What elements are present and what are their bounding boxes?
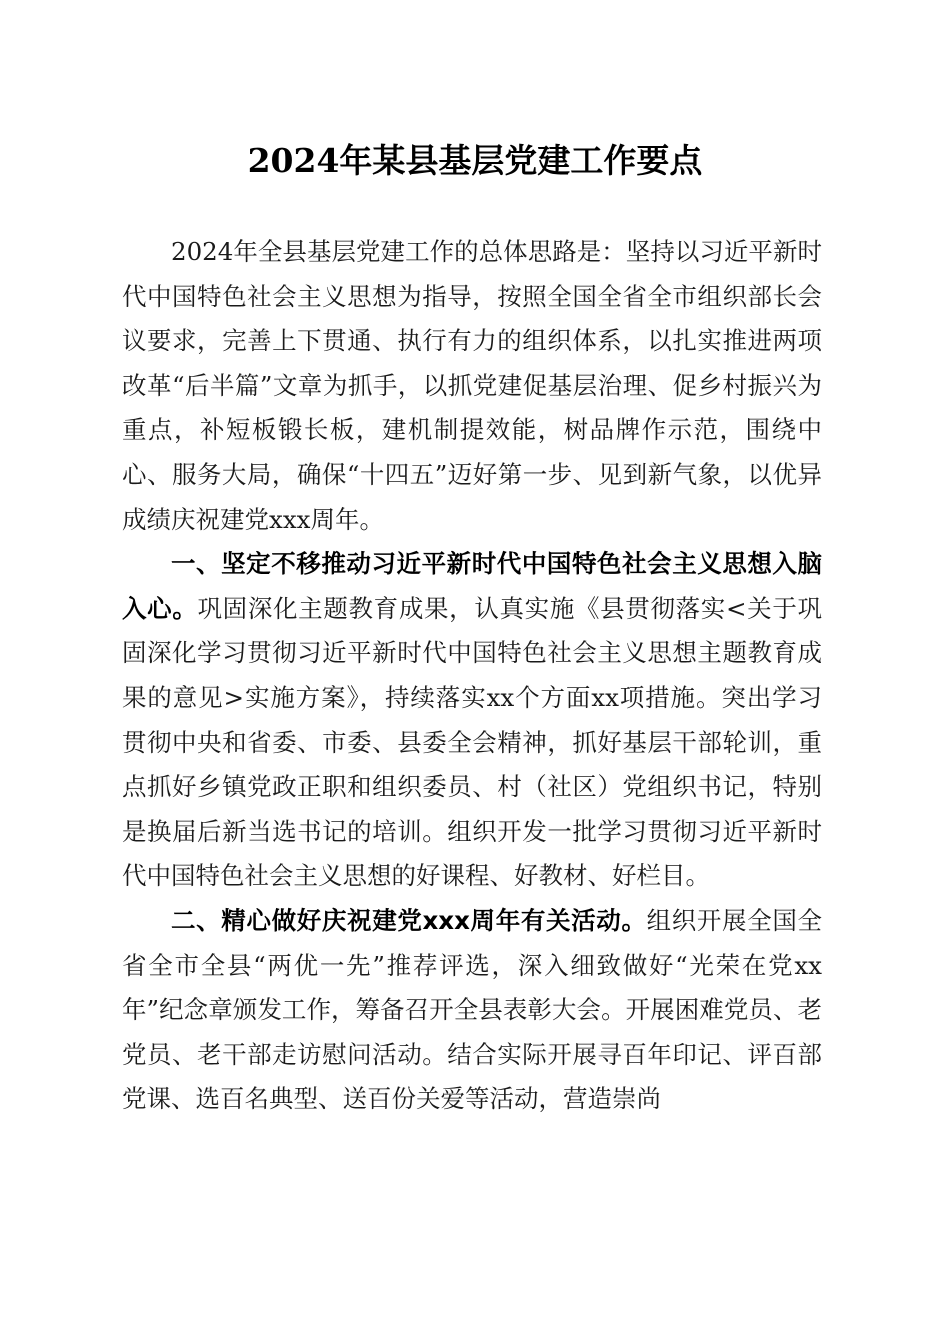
section-text-1: 巩固深化主题教育成果，认真实施《县贯彻落实<关于巩固深化学习贯彻习近平新时代中国特色社会主义思想主题教育成果的意见>实施方案》，持续落实xx个方面xx项措施。突出学习贯彻中央和省委、市委、县委全会精神，抓好基层干部轮训，重点抓好乡镇党政正职和组织委员、村（社区）党组织书记，特别是换届后新当选书记的培训。组织开发一批学习贯彻习近平新时代中国特色社会主义思想的好课程、好教材、好栏目。 (122, 593, 822, 891)
section-heading-2: 二、精心做好庆祝建党xxx周年有关活动。 (171, 905, 647, 935)
section-paragraph-2 (122, 899, 822, 1122)
document-body (122, 230, 822, 1122)
document-title: 2024年某县基层党建工作要点 (247, 141, 703, 180)
intro-paragraph: 2024年全县基层党建工作的总体思路是：坚持以习近平新时代中国特色社会主义思想为指导，按照全国全省全市组织部长会议要求，完善上下贯通、执行有力的组织体系，以扎实推进两项改革“后半篇”文章为抓手，以抓党建促基层治理、促乡村振兴为重点，补短板锻长板，建机制提效能，树品牌作示范，围绕中心、服务大局，确保“十四五”迈好第一步、见到新气象，以优异成绩庆祝建党xxx周年。 (122, 237, 822, 534)
section-paragraph-1 (122, 542, 822, 899)
section-text-2: 组织开展全国全省全市全县“两优一先”推荐评选，深入细致做好“光荣在党xx年”纪念章颁发工作，筹备召开全县表彰大会。开展困难党员、老党员、老干部走访慰问活动。结合实际开展寻百年印记、评百部党课、选百名典型、送百份关爱等活动，营造崇尚 (122, 905, 822, 1114)
section-heading-1: 一、坚定不移推动习近平新时代中国特色社会主义思想入脑入心。 (122, 549, 822, 623)
